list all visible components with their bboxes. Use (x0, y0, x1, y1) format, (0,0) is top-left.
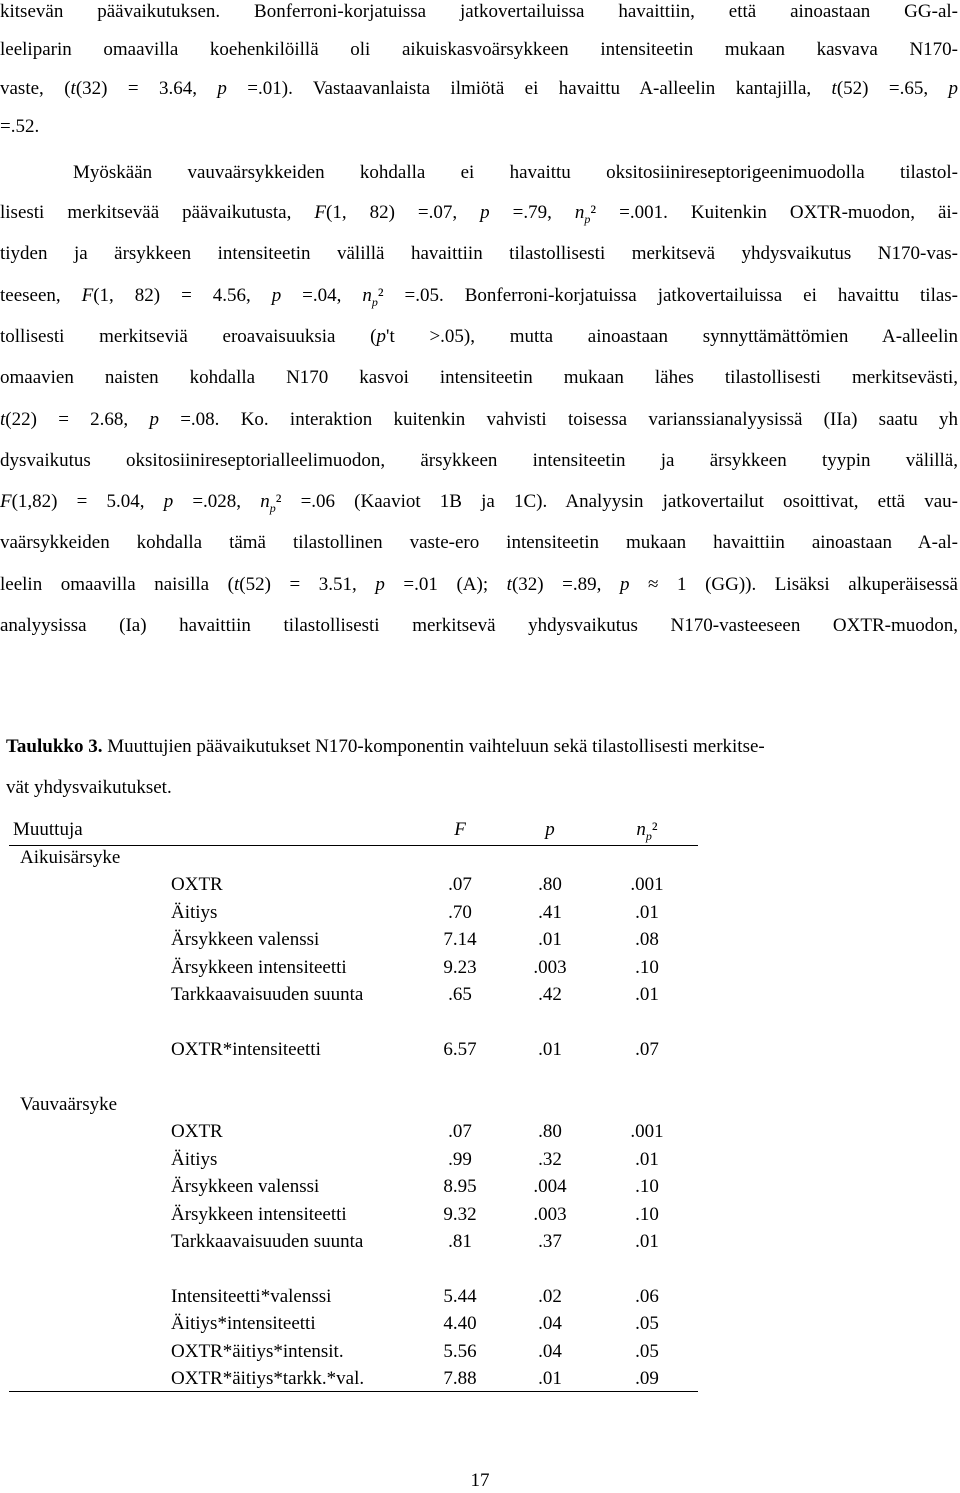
table-header-rule (9, 845, 698, 846)
table-cell: .05 (635, 1313, 659, 1335)
table-caption-continued: vät yhdysvaikutukset. (6, 777, 172, 798)
table-cell: .37 (538, 1231, 562, 1252)
table-cell: .001 (630, 874, 664, 896)
table-caption-text: Muuttujien päävaikutukset N170-komponentin vaihteluun sekä tilastollisesti merkitse- (107, 736, 765, 757)
table-cell: .05 (635, 1340, 659, 1362)
table-row-label: Ärsykkeen intensiteetti (171, 1203, 347, 1225)
header-p: p (545, 819, 555, 840)
table-cell: .42 (538, 984, 562, 1005)
table-cell: .32 (538, 1148, 562, 1170)
header-variable: Muuttuja (13, 819, 83, 840)
page-number: 17 (470, 1470, 490, 1491)
paragraph-2-line: Myöskään vauvaärsykkeiden kohdalla ei havaittu oksitosiinireseptorigeenimuodolla tilastol- (73, 162, 958, 183)
table-row-label: Äitiys (171, 1148, 218, 1170)
table-cell: .04 (538, 1340, 562, 1362)
table-row-label: OXTR*äitiys*intensit. (171, 1340, 344, 1362)
table-cell: .001 (630, 1121, 664, 1143)
paragraph-2-line: tiyden ja ärsykkeen intensiteetin välillä havaittiin tilastollisesti merkitsevä yhdysvaikutus N170-vas- (0, 243, 958, 264)
table-cell: .09 (635, 1368, 659, 1389)
table-cell: 8.95 (443, 1176, 477, 1198)
table-bottom-rule (9, 1391, 698, 1392)
table-cell: .003 (533, 1203, 567, 1225)
table-cell: .01 (538, 1038, 562, 1060)
paragraph-2-line: teeseen, F(1, 82) = 4.56, p =.04, $n_p^2 =.05$. Bonferroni-korjatuissa jatkovertailuissa ei havaittu tilas- (0, 285, 959, 309)
table-cell: .70 (448, 901, 472, 923)
table-row-label: Ärsykkeen valenssi (171, 929, 320, 951)
header-f: F (454, 819, 466, 840)
table-row-label: OXTR (171, 874, 223, 896)
paragraph-1-line: vaste, (t(32) = 3.64, p =.01). Vastaavanlaista ilmiötä ei havaittu A-alleelin kantajilla, t(52) =.65, p (0, 78, 959, 99)
table-cell: .80 (538, 874, 562, 896)
table-caption-label: Taulukko 3. (6, 736, 103, 757)
table-cell: .02 (538, 1285, 562, 1307)
table-cell: .08 (635, 929, 659, 951)
paragraph-2-line: omaavien naisten kohdalla N170 kasvoi intensiteetin mukaan lähes tilastollisesti merkitsevästi, (0, 367, 958, 388)
table-cell: .07 (635, 1038, 659, 1060)
table-cell: .04 (538, 1313, 562, 1335)
table-row-label: Tarkkaavaisuuden suunta (171, 1231, 364, 1252)
table-row-label: OXTR*äitiys*tarkk.*val. (171, 1368, 365, 1389)
table-cell: .01 (538, 929, 562, 951)
paragraph-2-line: vaärsykkeiden kohdalla tämä tilastollinen vaste-ero intensiteetin mukaan havaittiin ainoastaan A-al- (0, 532, 958, 553)
table-cell: 9.23 (443, 956, 477, 978)
table-cell: .81 (448, 1231, 472, 1252)
paragraph-2-line: leelin omaavilla naisilla (t(52) = 3.51, p =.01 (A); t(32) =.89, p ≈ 1 (GG)). Lisäksi alkuperäisessä (0, 574, 958, 595)
table-cell: .07 (448, 1121, 472, 1143)
paragraph-2-line: t(22) = 2.68, p =.08. Ko. interaktion kuitenkin vahvisti toisessa varianssianalyysissä (IIa) saatu yh (0, 409, 958, 430)
table-cell: .01 (635, 1148, 659, 1170)
table-cell: .003 (533, 956, 567, 978)
table-cell: .10 (635, 1203, 659, 1225)
table-row-label: Ärsykkeen valenssi (171, 1176, 320, 1198)
paragraph-1-line: kitsevän päävaikutuksen. Bonferroni-korjatuissa jatkovertailuissa havaittiin, että ainoastaan GG-al- (0, 1, 958, 22)
paragraph-1-line: =.52. (0, 116, 40, 137)
table-cell: .80 (538, 1121, 562, 1143)
table-row-label: Tarkkaavaisuuden suunta (171, 984, 364, 1005)
table-cell: .01 (635, 984, 659, 1005)
table-group-label: Vauvaärsyke (20, 1094, 118, 1115)
table-cell: .06 (635, 1285, 659, 1307)
header-eta: $n_p^2$ (636, 819, 658, 843)
paragraph-2-line: tollisesti merkitseviä eroavaisuuksia (p't >.05), mutta ainoastaan synnyttämättömien A-alleelin (0, 326, 959, 347)
table-row-label: OXTR*intensiteetti (171, 1038, 321, 1060)
table-cell: 4.40 (443, 1313, 477, 1335)
table-cell: 7.14 (443, 929, 477, 951)
table-cell: 7.88 (443, 1368, 477, 1389)
table-row-label: Intensiteetti*valenssi (171, 1285, 332, 1307)
table-cell: .99 (448, 1148, 472, 1170)
paragraph-2-line: dysvaikutus oksitosiinireseptorialleelimuodon, ärsykkeen intensiteetin ja ärsykkeen tyypin välillä, (0, 450, 958, 471)
table-cell: .10 (635, 956, 659, 978)
table-cell: .10 (635, 1176, 659, 1198)
table-cell: 9.32 (443, 1203, 477, 1225)
paragraph-2-line: F(1,82) = 5.04, p =.028, $n_p^2 =.06$ (Kaaviot 1B ja 1C). Analyysin jatkovertailut osoittivat, että vau- (0, 491, 959, 515)
table-cell: 5.44 (443, 1285, 477, 1307)
table-cell: .004 (533, 1176, 567, 1198)
table-row-label: OXTR (171, 1121, 223, 1143)
table-cell: 5.56 (443, 1340, 477, 1362)
table-row-label: Ärsykkeen intensiteetti (171, 956, 347, 978)
paragraph-1-line: leeliparin omaavilla koehenkilöillä oli aikuiskasvoärsykkeen intensiteetin mukaan kasvava N170- (0, 39, 958, 60)
table-cell: .01 (635, 901, 659, 923)
paragraph-2-line: lisesti merkitsevää päävaikutusta, F(1, 82) =.07, p =.79, $n_p^2 =.001$. Kuitenkin OXTR-muodon, äi- (0, 202, 958, 226)
table-cell: .65 (448, 984, 472, 1005)
table-row-label: Äitiys (171, 901, 218, 923)
table-cell: .01 (635, 1231, 659, 1252)
table-cell: .07 (448, 874, 472, 896)
table-group-label: Aikuisärsyke (20, 847, 121, 868)
table-row-label: Äitiys*intensiteetti (171, 1313, 316, 1335)
table-cell: 6.57 (443, 1038, 477, 1060)
table-caption (6, 737, 765, 757)
table-cell: .01 (538, 1368, 562, 1389)
paragraph-2-line: analyysissa (Ia) havaittiin tilastollisesti merkitsevä yhdysvaikutus N170-vasteeseen OXTR-muodon, (0, 615, 958, 636)
table-cell: .41 (538, 901, 562, 923)
